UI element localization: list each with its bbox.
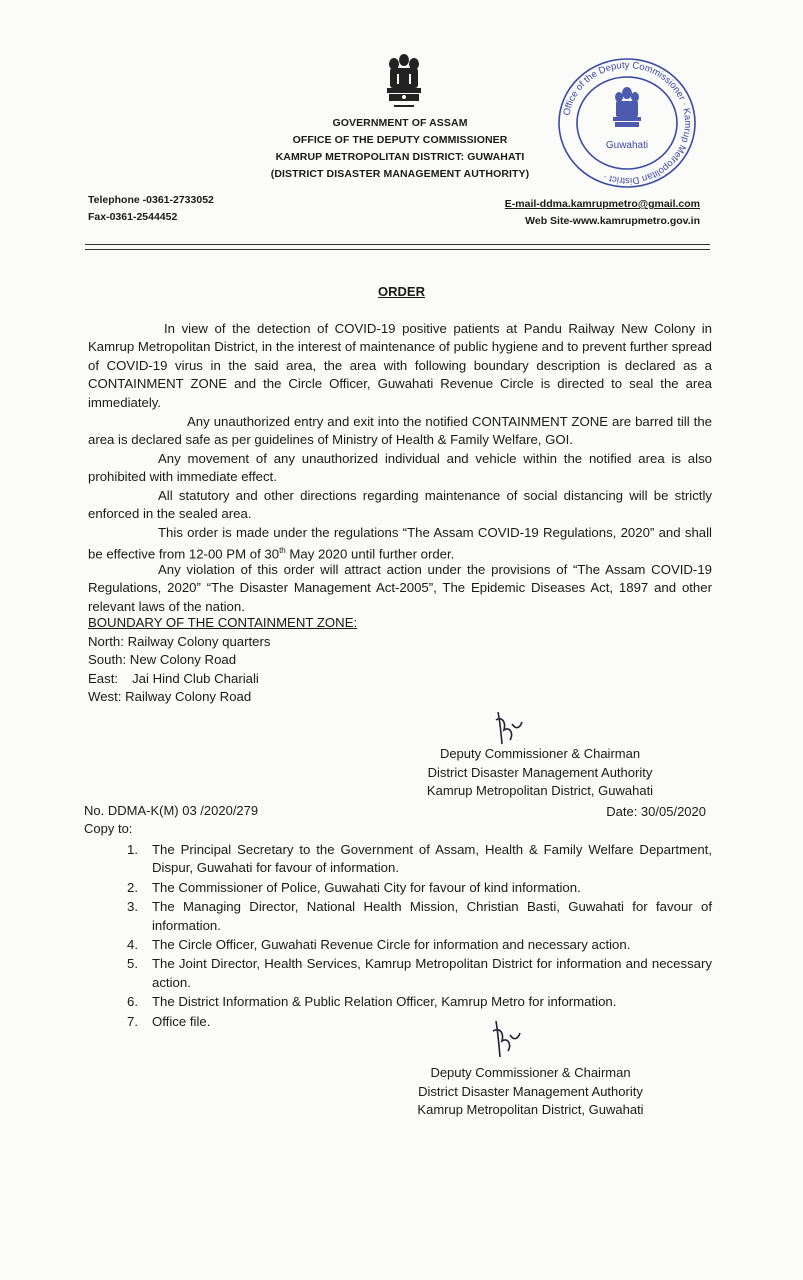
memo-number: No. DDMA-K(M) 03 /2020/279 bbox=[84, 803, 259, 818]
copy-list bbox=[127, 841, 712, 1031]
signatory-title: Deputy Commissioner & Chairman bbox=[430, 1065, 631, 1080]
signatory-district: Kamrup Metropolitan District, Guwahati bbox=[417, 1102, 644, 1117]
svg-text:Office of the Deputy Commissio: Office of the Deputy Commissioner · Kamrup Metropolitan District · bbox=[561, 59, 694, 187]
list-text: The Circle Officer, Guwahati Revenue Circle for information and necessary action. bbox=[152, 937, 631, 953]
email-address: E-mail-ddma.kamrupmetro@gmail.com bbox=[504, 198, 700, 210]
list-item bbox=[127, 936, 712, 954]
list-text: The Commissioner of Police, Guwahati City for favour of kind information. bbox=[152, 879, 581, 895]
list-text: Office file. bbox=[152, 1013, 211, 1029]
order-paragraph-6 bbox=[88, 561, 712, 616]
paragraph-text: This order is made under the regulations “The Assam COVID-19 Regulations, 2020” and shall be effective from 12-00 PM of 30 bbox=[88, 525, 712, 562]
list-text: The Managing Director, National Health Mission, Christian Basti, Guwahati for favour of information. bbox=[152, 899, 712, 933]
svg-text:Guwahati: Guwahati bbox=[605, 140, 649, 151]
copy-to-label: Copy to: bbox=[84, 821, 133, 836]
order-paragraph-1 bbox=[88, 320, 712, 412]
memo-date: Date: 30/05/2020 bbox=[606, 804, 706, 819]
list-item bbox=[127, 841, 712, 878]
order-paragraph-2 bbox=[88, 413, 712, 450]
signatory-district: Kamrup Metropolitan District, Guwahati bbox=[426, 783, 654, 798]
boundary-south: South: New Colony Road bbox=[88, 652, 237, 668]
boundary-east-row bbox=[88, 670, 357, 689]
contact-right bbox=[505, 196, 700, 230]
paragraph-text: Any movement of any unauthorized individual and vehicle within the notified area is also prohibited with immediate effect. bbox=[88, 451, 712, 485]
list-text: The Principal Secretary to the Government of Assam, Health & Family Welfare Department, Dispur, Guwahati for favour of information. bbox=[152, 842, 712, 876]
header-line-district: KAMRUP METROPOLITAN DISTRICT: GUWAHATI bbox=[275, 151, 525, 163]
list-number: 7. bbox=[127, 1013, 138, 1029]
header-divider-bottom bbox=[85, 249, 710, 250]
order-title: ORDER bbox=[378, 284, 425, 299]
signatory-title: Deputy Commissioner & Chairman bbox=[439, 746, 641, 761]
order-paragraph-3 bbox=[88, 450, 712, 487]
contact-left bbox=[88, 192, 214, 226]
telephone-number: Telephone -0361-2733052 bbox=[88, 194, 214, 206]
paragraph-text-end: May 2020 until further order. bbox=[285, 546, 455, 562]
signatory-authority: District Disaster Management Authority bbox=[418, 1083, 643, 1099]
boundary-section bbox=[88, 614, 357, 707]
signatory-authority: District Disaster Management Authority bbox=[427, 764, 653, 780]
list-text: The Joint Director, Health Services, Kamrup Metropolitan District for information and necessary action. bbox=[152, 956, 712, 990]
list-item bbox=[127, 1013, 712, 1031]
list-number: 2. bbox=[127, 879, 138, 895]
list-number: 4. bbox=[127, 937, 138, 953]
list-item bbox=[127, 955, 712, 992]
header-divider-top bbox=[85, 244, 710, 245]
list-number: 1. bbox=[127, 842, 138, 857]
paragraph-text: Any violation of this order will attract action under the provisions of “The Assam COVID-19 Regulations, 2020” “The Disaster Management Act-2005”, The Epidemic Diseases Act, 1897 and other relevant laws of the nation. bbox=[88, 562, 712, 614]
signature-scribble-2 bbox=[488, 1017, 524, 1061]
paragraph-text: In view of the detection of COVID-19 positive patients at Pandu Railway New Colony in Kamrup Metropolitan District, in the interest of maintenance of public hygiene and to prevent further spread of COVID-19 virus in the said area, the area with following boundary description is declared as a CONTAINMENT ZONE and the Circle Officer, Guwahati Revenue Circle is directed to seal the area immediately. bbox=[88, 321, 712, 410]
list-number: 3. bbox=[127, 899, 138, 915]
fax-number: Fax-0361-2544452 bbox=[88, 211, 178, 223]
paragraph-text: Any unauthorized entry and exit into the notified CONTAINMENT ZONE are barred till the area is declared safe as per guidelines of Ministry of Health & Family Welfare, GOI. bbox=[88, 414, 712, 448]
website-address: Web Site-www.kamrupmetro.gov.in bbox=[525, 215, 700, 227]
list-text: The District Information & Public Relation Officer, Kamrup Metro for information. bbox=[152, 994, 617, 1010]
boundary-east-label: East: bbox=[88, 670, 119, 686]
header-line-government: GOVERNMENT OF ASSAM bbox=[332, 117, 468, 129]
signature-block-1 bbox=[420, 745, 660, 801]
boundary-east: Jai Hind Club Chariali bbox=[132, 670, 259, 686]
list-item bbox=[127, 993, 712, 1011]
signature-block-2 bbox=[408, 1064, 653, 1120]
header-line-authority: (DISTRICT DISASTER MANAGEMENT AUTHORITY) bbox=[270, 168, 530, 180]
list-item bbox=[127, 898, 712, 935]
signature-scribble-1 bbox=[492, 708, 526, 748]
state-emblem-icon bbox=[380, 52, 428, 112]
list-item bbox=[127, 879, 712, 897]
header-line-office: OFFICE OF THE DEPUTY COMMISSIONER bbox=[292, 134, 508, 146]
order-paragraph-4 bbox=[88, 487, 712, 524]
boundary-title: BOUNDARY OF THE CONTAINMENT ZONE: bbox=[88, 615, 358, 630]
boundary-north: North: Railway Colony quarters bbox=[88, 633, 271, 649]
order-paragraph-5 bbox=[88, 524, 712, 564]
superscript-th: th bbox=[279, 546, 286, 556]
office-seal-stamp bbox=[555, 55, 700, 192]
paragraph-text: All statutory and other directions regarding maintenance of social distancing will be strictly enforced in the sealed area. bbox=[88, 488, 712, 522]
list-number: 5. bbox=[127, 956, 138, 972]
boundary-west: West: Railway Colony Road bbox=[88, 689, 252, 705]
list-number: 6. bbox=[127, 994, 138, 1010]
